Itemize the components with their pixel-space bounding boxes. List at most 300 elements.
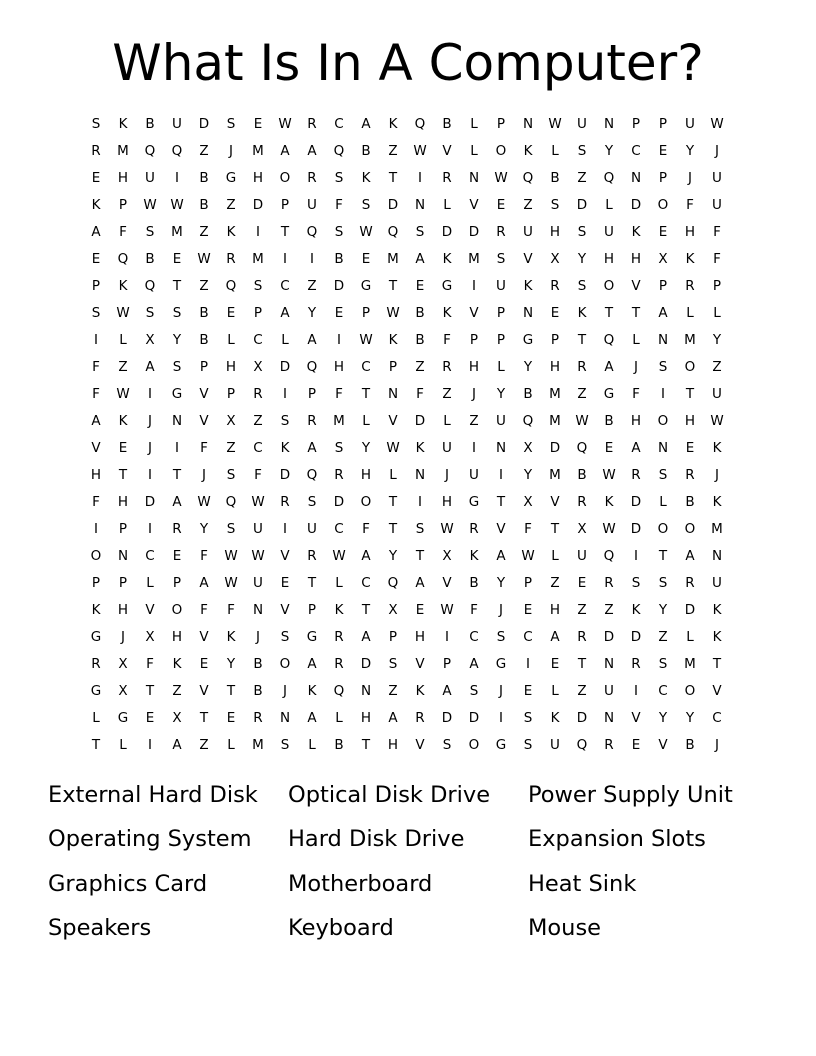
grid-letter: P	[253, 304, 263, 321]
grid-letter: Z	[604, 601, 614, 618]
grid-letter: A	[280, 304, 290, 321]
grid-letter: J	[688, 169, 692, 186]
grid-letter: U	[253, 520, 263, 537]
grid-letter: R	[442, 358, 452, 375]
grid-letter: K	[415, 682, 425, 699]
grid-letter: O	[279, 655, 291, 672]
grid-letter: A	[442, 682, 452, 699]
grid-letter: J	[148, 412, 152, 429]
grid-letter: W	[224, 574, 238, 591]
grid-letter: I	[499, 709, 503, 726]
grid-letter: T	[91, 736, 101, 753]
grid-letter: J	[229, 142, 233, 159]
grid-letter: V	[442, 142, 452, 159]
grid-letter: L	[497, 358, 505, 375]
grid-letter: R	[280, 493, 290, 510]
grid-letter: U	[577, 115, 587, 132]
grid-letter: K	[442, 250, 452, 267]
grid-letter: L	[443, 412, 451, 429]
grid-letter: N	[360, 682, 372, 699]
grid-letter: S	[226, 466, 236, 483]
grid-letter: B	[199, 304, 209, 321]
grid-letter: I	[148, 385, 152, 402]
grid-letter: A	[145, 358, 155, 375]
grid-letter: A	[307, 655, 317, 672]
grid-letter: I	[148, 520, 152, 537]
grid-letter: C	[280, 277, 290, 294]
grid-letter: H	[252, 169, 264, 186]
grid-letter: X	[523, 493, 533, 510]
grid-letter: M	[711, 520, 723, 537]
grid-letter: B	[145, 115, 155, 132]
grid-letter: V	[469, 196, 479, 213]
grid-letter: I	[175, 439, 179, 456]
grid-letter: R	[334, 655, 344, 672]
grid-letter: Q	[333, 142, 345, 159]
word-list-item: External Hard Disk	[48, 782, 258, 808]
grid-letter: E	[253, 115, 263, 132]
grid-letter: U	[577, 547, 587, 564]
grid-letter: V	[199, 385, 209, 402]
grid-letter: Q	[171, 142, 183, 159]
grid-letter: C	[631, 142, 641, 159]
grid-letter: D	[279, 358, 291, 375]
grid-letter: T	[361, 736, 371, 753]
grid-letter: B	[361, 142, 371, 159]
grid-letter: K	[712, 439, 722, 456]
grid-letter: K	[523, 142, 533, 159]
grid-letter: L	[119, 331, 127, 348]
grid-letter: E	[523, 601, 533, 618]
grid-letter: D	[387, 196, 399, 213]
grid-letter: E	[550, 655, 560, 672]
grid-letter: T	[631, 304, 641, 321]
grid-letter: B	[469, 574, 479, 591]
grid-letter: L	[470, 115, 478, 132]
grid-letter: B	[604, 412, 614, 429]
grid-letter: R	[577, 358, 587, 375]
grid-letter: V	[199, 412, 209, 429]
grid-letter: A	[685, 547, 695, 564]
grid-letter: U	[712, 169, 722, 186]
grid-letter: X	[523, 439, 533, 456]
grid-letter: I	[283, 520, 287, 537]
grid-letter: G	[225, 169, 237, 186]
grid-letter: L	[443, 196, 451, 213]
grid-letter: T	[388, 520, 398, 537]
grid-letter: Z	[577, 169, 587, 186]
grid-letter: S	[442, 736, 452, 753]
grid-letter: T	[415, 547, 425, 564]
grid-letter: E	[145, 709, 155, 726]
grid-letter: W	[224, 547, 238, 564]
grid-letter: V	[199, 628, 209, 645]
grid-letter: V	[415, 736, 425, 753]
grid-letter: E	[226, 709, 236, 726]
grid-letter: F	[119, 223, 127, 240]
grid-letter: U	[496, 277, 506, 294]
grid-letter: Q	[144, 142, 156, 159]
grid-letter: O	[360, 493, 372, 510]
grid-letter: V	[91, 439, 101, 456]
grid-letter: P	[118, 520, 128, 537]
grid-letter: B	[145, 250, 155, 267]
grid-letter: W	[386, 304, 400, 321]
grid-letter: P	[361, 304, 371, 321]
grid-letter: I	[94, 520, 98, 537]
grid-letter: U	[523, 223, 533, 240]
grid-letter: A	[496, 547, 506, 564]
grid-letter: B	[253, 655, 263, 672]
grid-letter: F	[92, 385, 100, 402]
grid-letter: I	[634, 547, 638, 564]
grid-letter: O	[657, 412, 669, 429]
grid-letter: O	[684, 520, 696, 537]
grid-letter: W	[602, 466, 616, 483]
grid-letter: T	[145, 682, 155, 699]
grid-letter: N	[603, 115, 615, 132]
grid-letter: Z	[307, 277, 317, 294]
grid-letter: A	[91, 223, 101, 240]
grid-letter: L	[146, 574, 154, 591]
grid-letter: Y	[496, 574, 506, 591]
grid-letter: D	[630, 628, 642, 645]
grid-letter: A	[199, 574, 209, 591]
grid-letter: F	[335, 385, 343, 402]
grid-letter: P	[631, 115, 641, 132]
grid-letter: N	[603, 709, 615, 726]
grid-letter: P	[307, 601, 317, 618]
grid-letter: Y	[199, 520, 209, 537]
grid-letter: H	[360, 709, 372, 726]
grid-letter: P	[712, 277, 722, 294]
grid-letter: Y	[361, 439, 371, 456]
grid-letter: Q	[387, 574, 399, 591]
grid-letter: Q	[522, 412, 534, 429]
grid-letter: B	[685, 736, 695, 753]
grid-letter: W	[386, 439, 400, 456]
grid-letter: V	[415, 655, 425, 672]
grid-letter: J	[202, 466, 206, 483]
grid-letter: S	[172, 358, 182, 375]
grid-letter: S	[388, 655, 398, 672]
grid-letter: K	[118, 277, 128, 294]
grid-letter: D	[468, 223, 480, 240]
grid-letter: S	[523, 736, 533, 753]
grid-letter: A	[550, 628, 560, 645]
grid-letter: L	[632, 331, 640, 348]
word-list-item: Expansion Slots	[528, 826, 706, 853]
grid-letter: M	[171, 223, 183, 240]
grid-letter: B	[577, 466, 587, 483]
grid-letter: H	[360, 466, 372, 483]
grid-letter: Q	[414, 115, 426, 132]
grid-letter: P	[442, 655, 452, 672]
grid-letter: E	[685, 439, 695, 456]
grid-letter: M	[117, 142, 129, 159]
grid-letter: L	[227, 331, 235, 348]
word-list-item: Speakers	[48, 914, 152, 941]
grid-letter: L	[362, 412, 370, 429]
grid-letter: C	[469, 628, 479, 645]
grid-letter: U	[604, 223, 614, 240]
grid-letter: P	[91, 277, 101, 294]
grid-letter: K	[415, 439, 425, 456]
grid-letter: E	[496, 196, 506, 213]
grid-letter: S	[415, 223, 425, 240]
grid-letter: R	[334, 466, 344, 483]
grid-letter: Q	[522, 169, 534, 186]
grid-letter: U	[712, 385, 722, 402]
grid-letter: G	[360, 277, 372, 294]
grid-letter: U	[307, 520, 317, 537]
grid-letter: M	[252, 250, 264, 267]
grid-letter: Y	[712, 331, 722, 348]
grid-letter: B	[334, 250, 344, 267]
grid-letter: W	[575, 412, 589, 429]
grid-letter: C	[334, 115, 344, 132]
grid-letter: E	[91, 169, 101, 186]
grid-letter: S	[631, 574, 641, 591]
grid-letter: Z	[442, 385, 452, 402]
grid-letter: B	[199, 331, 209, 348]
grid-letter: P	[658, 115, 668, 132]
grid-letter: U	[712, 574, 722, 591]
grid-letter: Z	[199, 277, 209, 294]
grid-letter: I	[499, 466, 503, 483]
grid-letter: T	[577, 331, 587, 348]
grid-letter: P	[226, 385, 236, 402]
grid-letter: Y	[685, 709, 695, 726]
grid-letter: S	[361, 196, 371, 213]
grid-letter: N	[468, 169, 480, 186]
grid-letter: L	[227, 736, 235, 753]
grid-letter: S	[415, 520, 425, 537]
grid-letter: P	[280, 196, 290, 213]
grid-letter: H	[468, 358, 480, 375]
grid-letter: Y	[577, 250, 587, 267]
grid-letter: S	[550, 196, 560, 213]
grid-letter: P	[91, 574, 101, 591]
grid-letter: H	[117, 169, 129, 186]
grid-letter: J	[121, 628, 125, 645]
word-list-item: Operating System	[48, 826, 252, 853]
grid-letter: T	[658, 547, 668, 564]
grid-letter: B	[415, 331, 425, 348]
grid-letter: Z	[199, 142, 209, 159]
grid-letter: U	[307, 196, 317, 213]
grid-letter: T	[280, 223, 290, 240]
grid-letter: W	[251, 493, 265, 510]
grid-letter: A	[415, 250, 425, 267]
grid-letter: K	[712, 628, 722, 645]
grid-letter: S	[253, 277, 263, 294]
grid-letter: E	[550, 304, 560, 321]
grid-letter: Z	[172, 682, 182, 699]
grid-letter: H	[549, 358, 561, 375]
grid-letter: X	[550, 250, 560, 267]
grid-letter: S	[469, 682, 479, 699]
grid-letter: B	[199, 169, 209, 186]
grid-letter: S	[307, 493, 317, 510]
grid-letter: Z	[658, 628, 668, 645]
grid-letter: U	[712, 196, 722, 213]
grid-letter: Y	[658, 709, 668, 726]
grid-letter: R	[307, 412, 317, 429]
grid-letter: E	[172, 547, 182, 564]
grid-letter: M	[549, 412, 561, 429]
grid-letter: U	[145, 169, 155, 186]
grid-letter: M	[549, 466, 561, 483]
word-list-item: Motherboard	[288, 870, 433, 897]
grid-letter: R	[172, 520, 182, 537]
grid-letter: J	[445, 466, 449, 483]
grid-letter: G	[171, 385, 183, 402]
grid-letter: H	[387, 736, 399, 753]
grid-letter: C	[361, 358, 371, 375]
grid-letter: A	[172, 736, 182, 753]
grid-letter: A	[307, 709, 317, 726]
grid-letter: I	[256, 223, 260, 240]
grid-letter: B	[199, 196, 209, 213]
grid-letter: F	[470, 601, 478, 618]
grid-letter: J	[715, 142, 719, 159]
grid-letter: C	[334, 520, 344, 537]
grid-letter: P	[496, 331, 506, 348]
grid-letter: R	[307, 547, 317, 564]
grid-letter: N	[711, 547, 723, 564]
grid-letter: R	[604, 574, 614, 591]
grid-letter: J	[499, 601, 503, 618]
grid-letter: A	[604, 358, 614, 375]
grid-letter: Q	[603, 547, 615, 564]
grid-letter: J	[634, 358, 638, 375]
grid-letter: B	[550, 169, 560, 186]
grid-letter: O	[171, 601, 183, 618]
grid-letter: A	[280, 142, 290, 159]
grid-letter: F	[524, 520, 532, 537]
grid-letter: I	[175, 169, 179, 186]
word-list-item: Heat Sink	[528, 870, 637, 897]
grid-letter: X	[442, 547, 452, 564]
grid-letter: W	[116, 304, 130, 321]
grid-letter: F	[227, 601, 235, 618]
grid-letter: G	[468, 493, 480, 510]
grid-letter: F	[146, 655, 154, 672]
grid-letter: S	[172, 304, 182, 321]
grid-letter: K	[442, 304, 452, 321]
grid-letter: H	[117, 493, 129, 510]
grid-letter: Z	[577, 682, 587, 699]
grid-letter: K	[334, 601, 344, 618]
grid-letter: M	[468, 250, 480, 267]
grid-letter: Z	[523, 196, 533, 213]
grid-letter: S	[523, 709, 533, 726]
grid-letter: G	[90, 628, 102, 645]
grid-letter: E	[658, 142, 668, 159]
grid-letter: E	[91, 250, 101, 267]
grid-letter: B	[334, 736, 344, 753]
grid-letter: F	[200, 601, 208, 618]
grid-letter: W	[359, 331, 373, 348]
grid-letter: I	[337, 331, 341, 348]
grid-letter: N	[522, 304, 534, 321]
grid-letter: I	[94, 331, 98, 348]
grid-letter: V	[145, 601, 155, 618]
grid-letter: P	[172, 574, 182, 591]
grid-letter: B	[415, 304, 425, 321]
grid-letter: R	[685, 466, 695, 483]
grid-letter: A	[307, 439, 317, 456]
grid-letter: J	[472, 385, 476, 402]
grid-letter: M	[252, 736, 264, 753]
grid-letter: K	[631, 601, 641, 618]
grid-letter: C	[253, 439, 263, 456]
grid-letter: O	[657, 196, 669, 213]
grid-letter: P	[388, 358, 398, 375]
grid-letter: T	[550, 520, 560, 537]
grid-letter: R	[631, 466, 641, 483]
grid-letter: D	[576, 196, 588, 213]
grid-letter: A	[307, 331, 317, 348]
grid-letter: H	[603, 250, 615, 267]
grid-letter: E	[415, 277, 425, 294]
grid-letter: J	[148, 439, 152, 456]
grid-letter: D	[549, 439, 561, 456]
grid-letter: D	[630, 196, 642, 213]
grid-letter: K	[280, 439, 290, 456]
grid-letter: Z	[415, 358, 425, 375]
grid-letter: E	[118, 439, 128, 456]
grid-letter: Z	[550, 574, 560, 591]
grid-letter: N	[657, 439, 669, 456]
grid-letter: P	[199, 358, 209, 375]
grid-letter: W	[359, 223, 373, 240]
grid-letter: H	[90, 466, 102, 483]
grid-letter: I	[661, 385, 665, 402]
word-list-item: Hard Disk Drive	[288, 826, 465, 853]
grid-letter: Q	[603, 331, 615, 348]
grid-letter: S	[658, 655, 668, 672]
grid-letter: T	[712, 655, 722, 672]
word-list-item: Keyboard	[288, 914, 394, 941]
grid-letter: H	[549, 601, 561, 618]
grid-letter: L	[551, 682, 559, 699]
grid-letter: T	[685, 385, 695, 402]
grid-letter: O	[657, 520, 669, 537]
grid-letter: O	[468, 736, 480, 753]
grid-letter: R	[253, 709, 263, 726]
grid-letter: P	[658, 169, 668, 186]
grid-letter: R	[334, 628, 344, 645]
grid-letter: F	[713, 250, 721, 267]
grid-letter: K	[226, 628, 236, 645]
grid-letter: K	[118, 115, 128, 132]
grid-letter: D	[360, 655, 372, 672]
grid-letter: E	[280, 574, 290, 591]
grid-letter: P	[523, 574, 533, 591]
grid-letter: T	[226, 682, 236, 699]
grid-letter: K	[631, 223, 641, 240]
grid-letter: W	[602, 520, 616, 537]
grid-letter: X	[118, 655, 128, 672]
grid-letter: Z	[226, 439, 236, 456]
grid-letter: T	[361, 385, 371, 402]
grid-letter: S	[577, 142, 587, 159]
grid-letter: D	[441, 709, 453, 726]
grid-letter: H	[630, 412, 642, 429]
grid-letter: Y	[523, 466, 533, 483]
